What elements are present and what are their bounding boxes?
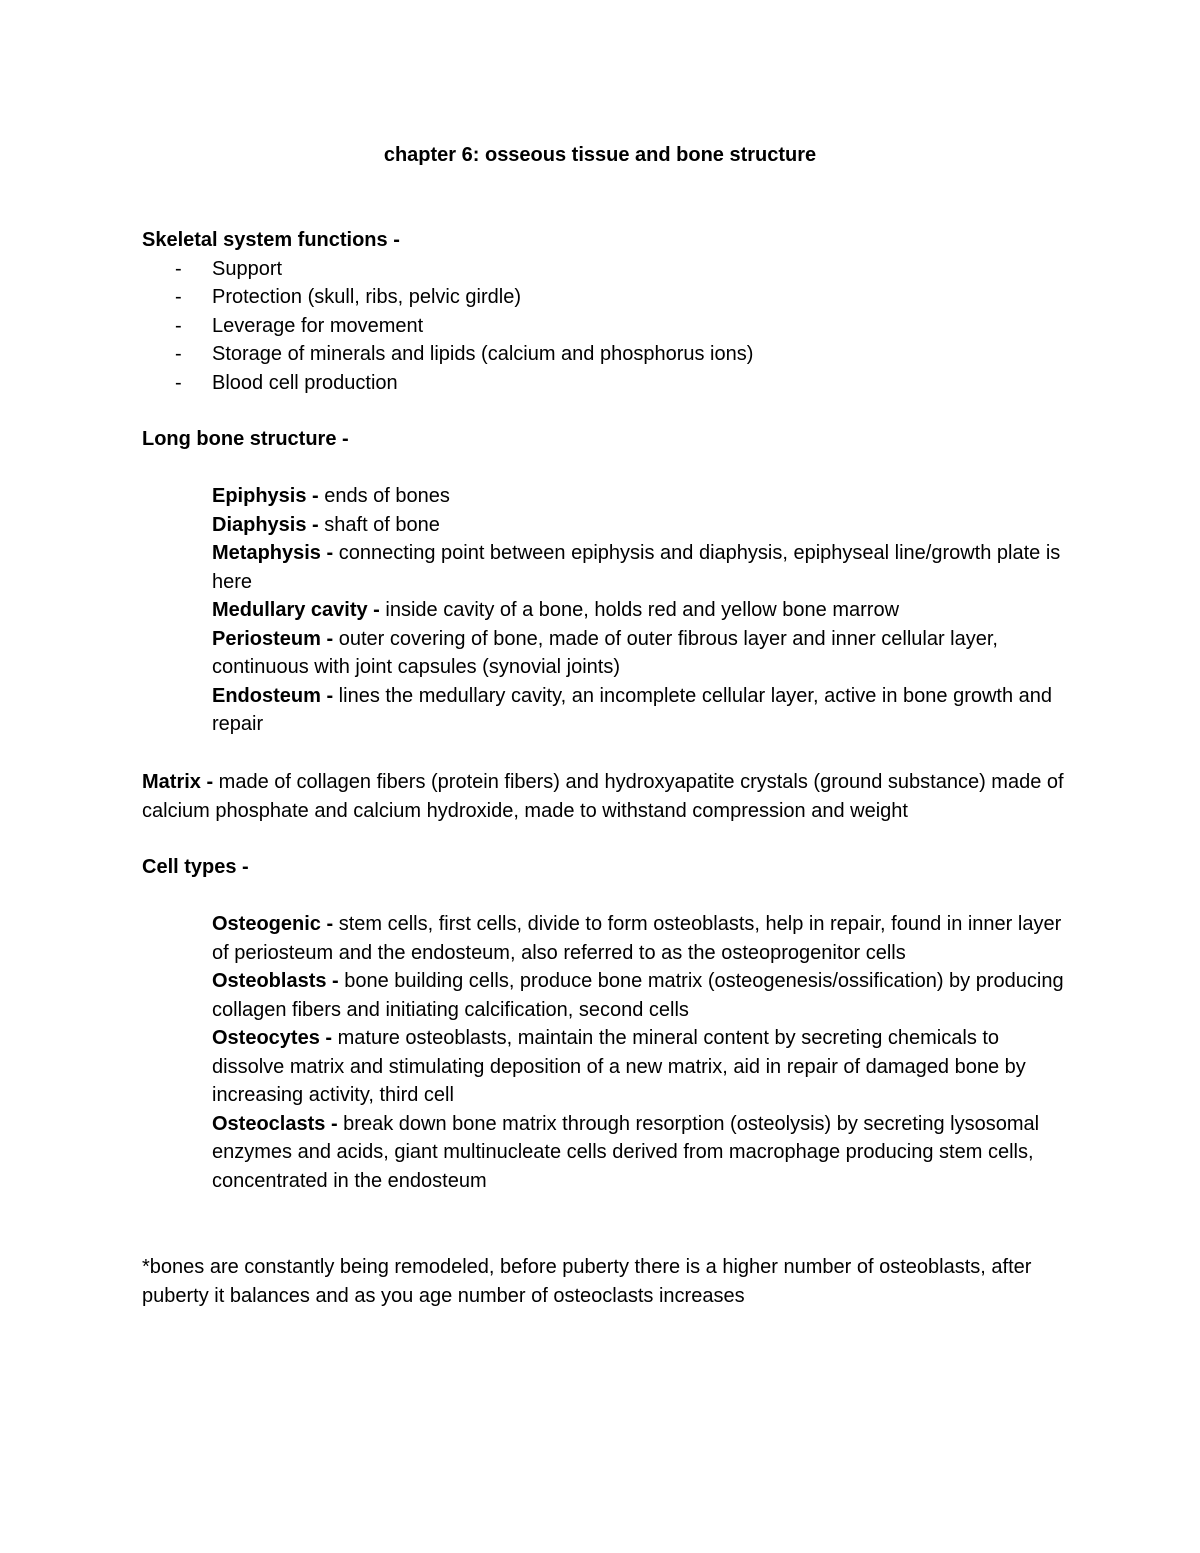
definition-osteocytes: Osteocytes - mature osteoblasts, maintain the mineral content by secreting chemicals to dissolve matrix and stimulating deposition of a new matrix, aid in repair of damaged bone by increasing activity, third cell [212, 1027, 1026, 1106]
dash-bullet: - [175, 343, 182, 365]
list-item: - Blood cell production [142, 369, 1072, 398]
list-item: - Leverage for movement [142, 312, 1072, 341]
remodeling-note: *bones are constantly being remodeled, before puberty there is a higher number of osteoblasts, after puberty it balances and as you age number of osteoclasts increases [142, 1256, 1032, 1307]
definition-osteogenic: Osteogenic - stem cells, first cells, divide to form osteoblasts, help in repair, found in inner layer of periosteum and the endosteum, also referred to as the osteoprogenitor cells [212, 913, 1062, 964]
cell-types-definitions [142, 910, 1072, 1195]
dash-bullet: - [175, 257, 182, 280]
remodeling-note-section [142, 1253, 1072, 1310]
definition-metaphysis: Metaphysis - connecting point between epiphysis and diaphysis, epiphyseal line/growth plate is here [212, 542, 1061, 593]
page-title: chapter 6: osseous tissue and bone structure [383, 144, 817, 166]
dash-bullet: - [175, 314, 182, 337]
definition-medullary-cavity: Medullary cavity - inside cavity of a bone, holds red and yellow bone marrow [212, 599, 900, 621]
matrix-section [142, 768, 1072, 825]
definition-osteoblasts: Osteoblasts - bone building cells, produce bone matrix (osteogenesis/ossification) by producing collagen fibers and initiating calcification, second cells [212, 970, 1064, 1021]
definition-diaphysis: Diaphysis - shaft of bone [212, 513, 440, 536]
matrix-paragraph: Matrix - made of collagen fibers (protein fibers) and hydroxyapatite crystals (ground substance) made of calcium phosphate and calcium hydroxide, made to withstand compression and weight [142, 771, 1064, 822]
dash-bullet: - [175, 286, 182, 308]
definition-osteoclasts: Osteoclasts - break down bone matrix through resorption (osteolysis) by secreting lysosomal enzymes and acids, giant multinucleate cells derived from macrophage producing stem cells, concentrated in the endosteum [212, 1112, 1040, 1192]
dash-bullet: - [175, 371, 182, 394]
long-bone-definitions [142, 482, 1072, 739]
cell-types-section [142, 853, 1072, 1195]
list-item: - Support [142, 255, 1072, 284]
list-item: - Protection (skull, ribs, pelvic girdle) [142, 283, 1072, 312]
definition-endosteum: Endosteum - lines the medullary cavity, an incomplete cellular layer, active in bone growth and repair [212, 684, 1053, 735]
definition-periosteum: Periosteum - outer covering of bone, made of outer fibrous layer and inner cellular layer, continuous with joint capsules (synovial joints) [212, 627, 998, 678]
skeletal-functions-section [142, 226, 1072, 397]
long-bone-section [142, 425, 1072, 739]
definition-epiphysis: Epiphysis - ends of bones [212, 485, 450, 507]
long-bone-heading: Long bone structure - [142, 428, 349, 450]
skeletal-functions-heading: Skeletal system functions - [142, 229, 400, 251]
list-item: - Storage of minerals and lipids (calcium and phosphorus ions) [142, 340, 1072, 369]
cell-types-heading: Cell types - [142, 856, 249, 878]
skeletal-functions-list [142, 255, 1072, 398]
